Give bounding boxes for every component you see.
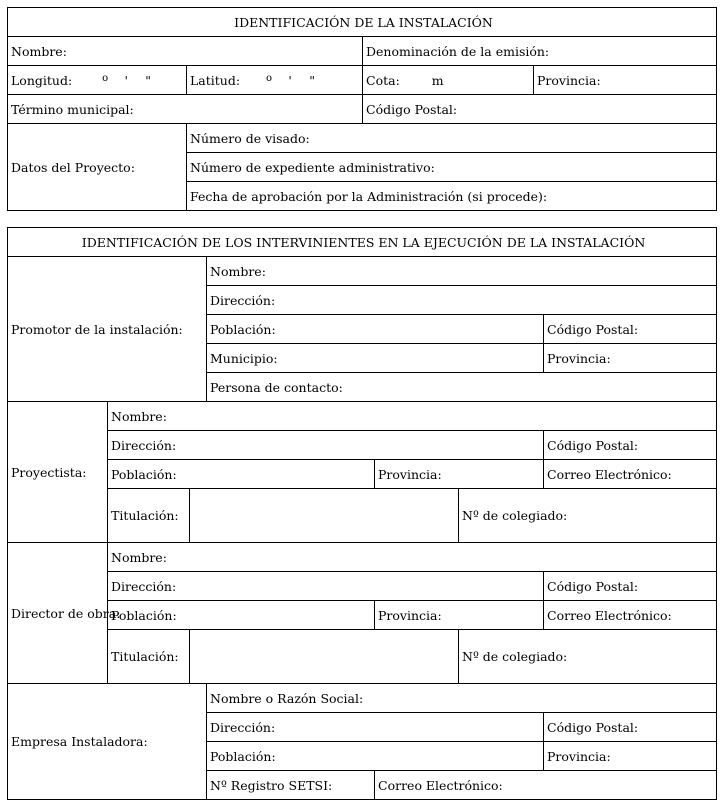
proyectista-titulacion-input[interactable] [190, 489, 459, 543]
cota-unit: m [431, 72, 444, 88]
denominacion-field[interactable]: Denominación de la emisión: [363, 37, 717, 66]
longitud-minute-symbol: ' [124, 72, 128, 88]
empresa-codigo-postal-field[interactable]: Código Postal: [544, 713, 717, 742]
installation-table [7, 7, 717, 211]
proyectista-nombre-field[interactable]: Nombre: [108, 402, 717, 431]
termino-municipal-field[interactable]: Término municipal: [8, 95, 363, 124]
empresa-nombre-field[interactable]: Nombre o Razón Social: [207, 684, 717, 713]
proyectista-provincia-field[interactable]: Provincia: [375, 460, 544, 489]
numero-visado-field[interactable]: Número de visado: [187, 124, 717, 153]
empresa-label: Empresa Instaladora: [8, 684, 207, 800]
promotor-codigo-postal-field[interactable]: Código Postal: [544, 315, 717, 344]
director-direccion-field[interactable]: Dirección: [108, 572, 544, 601]
cota-label: Cota: [366, 72, 400, 88]
proyectista-label: Proyectista: [8, 402, 108, 543]
director-titulacion-label: Titulación: [108, 630, 190, 684]
proyectista-correo-field[interactable]: Correo Electrónico: [544, 460, 717, 489]
promotor-persona-contacto-field[interactable]: Persona de contacto: [207, 373, 717, 402]
empresa-registro-field[interactable]: Nº Registro SETSI: [207, 771, 375, 800]
codigo-postal-field[interactable]: Código Postal: [363, 95, 717, 124]
director-nombre-field[interactable]: Nombre: [108, 543, 717, 572]
promotor-provincia-field[interactable]: Provincia: [544, 344, 717, 373]
director-codigo-postal-field[interactable]: Código Postal: [544, 572, 717, 601]
proyectista-direccion-field[interactable]: Dirección: [108, 431, 544, 460]
intervinientes-table [7, 227, 717, 800]
fecha-aprobacion-field[interactable]: Fecha de aprobación por la Administración (si procede): [187, 182, 717, 211]
director-provincia-field[interactable]: Provincia: [375, 601, 544, 630]
installation-title: IDENTIFICACIÓN DE LA INSTALACIÓN [8, 8, 717, 37]
promotor-direccion-field[interactable]: Dirección: [207, 286, 717, 315]
empresa-poblacion-field[interactable]: Población: [207, 742, 544, 771]
empresa-direccion-field[interactable]: Dirección: [207, 713, 544, 742]
numero-expediente-field[interactable]: Número de expediente administrativo: [187, 153, 717, 182]
latitud-minute-symbol: ' [288, 72, 292, 88]
longitud-field[interactable] [8, 66, 187, 95]
empresa-provincia-field[interactable]: Provincia: [544, 742, 717, 771]
director-label: Director de obra: [8, 543, 108, 684]
provincia-field[interactable]: Provincia: [534, 66, 717, 95]
proyectista-titulacion-label: Titulación: [108, 489, 190, 543]
proyectista-colegiado-field[interactable]: Nº de colegiado: [459, 489, 717, 543]
latitud-field[interactable] [187, 66, 363, 95]
promotor-poblacion-field[interactable]: Población: [207, 315, 544, 344]
cota-field[interactable] [363, 66, 534, 95]
intervinientes-title: IDENTIFICACIÓN DE LOS INTERVINIENTES EN LA EJECUCIÓN DE LA INSTALACIÓN [8, 228, 717, 257]
empresa-correo-field[interactable]: Correo Electrónico: [375, 771, 717, 800]
datos-proyecto-label: Datos del Proyecto: [8, 124, 187, 211]
longitud-degree-symbol: o [102, 72, 109, 84]
director-poblacion-field[interactable]: Población: [108, 601, 375, 630]
promotor-municipio-field[interactable]: Municipio: [207, 344, 544, 373]
director-colegiado-field[interactable]: Nº de colegiado: [459, 630, 717, 684]
promotor-label: Promotor de la instalación: [8, 257, 207, 402]
latitud-degree-symbol: o [266, 72, 273, 84]
latitud-label: Latitud: [190, 72, 241, 88]
latitud-second-symbol: " [309, 72, 315, 88]
director-correo-field[interactable]: Correo Electrónico: [544, 601, 717, 630]
longitud-label: Longitud: [11, 72, 73, 88]
promotor-nombre-field[interactable]: Nombre: [207, 257, 717, 286]
director-titulacion-input[interactable] [190, 630, 459, 684]
nombre-field[interactable]: Nombre: [8, 37, 363, 66]
longitud-second-symbol: " [145, 72, 152, 88]
proyectista-poblacion-field[interactable]: Población: [108, 460, 375, 489]
proyectista-codigo-postal-field[interactable]: Código Postal: [544, 431, 717, 460]
